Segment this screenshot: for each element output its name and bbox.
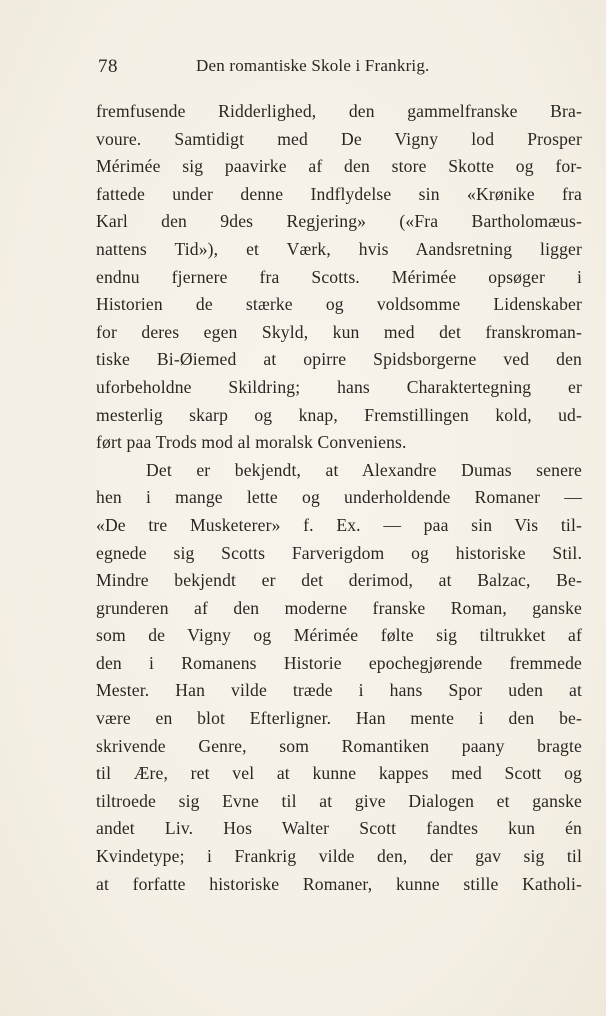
text-line: fattede under denne Indflydelse sin «Krønike fra (96, 183, 582, 204)
text-line: skrivende Genre, som Romantiken paany bragte (96, 735, 582, 756)
text-line: uforbeholdne Skildring; hans Charaktertegning er (96, 376, 582, 397)
text-line: for deres egen Skyld, kun med det franskroman- (96, 321, 582, 342)
paragraph (96, 98, 582, 457)
page-number: 78 (98, 56, 118, 77)
text-line: være en blot Efterligner. Han mente i den be- (96, 708, 582, 729)
text-line: Mindre bekjendt er det derimod, at Balzac, Be- (96, 570, 582, 591)
text-line: Det er bekjendt, at Alexandre Dumas senere (146, 459, 582, 480)
running-title: Den romantiske Skole i Frankrig. (196, 56, 430, 75)
text-line: grunderen af den moderne franske Roman, ganske (96, 597, 582, 618)
text-line: til Ære, ret vel at kunne kappes med Scott og (96, 763, 582, 784)
text-line: Historien de stærke og voldsomme Lidenskaber (96, 294, 582, 315)
text-line: at forfatte historiske Romaner, kunne stille Katholi- (96, 873, 582, 894)
text-line: Mester. Han vilde træde i hans Spor uden at (96, 680, 582, 701)
text-line: ført paa Trods mod al moralsk Conveniens. (96, 432, 407, 453)
text-line: hen i mange lette og underholdende Romaner — (96, 487, 582, 508)
text-line: som de Vigny og Mérimée følte sig tiltrukket af (96, 625, 582, 646)
text-line: «De tre Musketerer» f. Ex. — paa sin Vis til- (96, 514, 582, 535)
text-line: Kvindetype; i Frankrig vilde den, der gav sig til (96, 846, 582, 867)
text-line: fremfusende Ridderlighed, den gammelfranske Bra- (96, 101, 582, 121)
text-line: egnede sig Scotts Farverigdom og historiske Stil. (96, 542, 582, 563)
text-line: endnu fjernere fra Scotts. Mérimée opsøger i (96, 266, 582, 287)
text-line: den i Romanens Historie epochegjørende fremmede (96, 652, 582, 673)
text-line: voure. Samtidigt med De Vigny lod Prosper (96, 128, 582, 149)
text-line: mesterlig skarp og knap, Fremstillingen kold, ud- (96, 404, 582, 425)
text-line: nattens Tid»), et Værk, hvis Aandsretning ligger (96, 238, 582, 259)
body-text (96, 98, 582, 898)
text-line: tiske Bi-Øiemed at opirre Spidsborgerne ved den (96, 349, 582, 370)
text-line: tiltroede sig Evne til at give Dialogen et ganske (96, 790, 582, 811)
text-line: Mérimée sig paavirke af den store Skotte og for- (96, 156, 582, 177)
page-header (98, 56, 582, 80)
text-line: andet Liv. Hos Walter Scott fandtes kun én (96, 818, 582, 839)
text-line: Karl den 9des Regjering» («Fra Bartholomæus- (96, 211, 582, 232)
paragraph (96, 457, 582, 899)
